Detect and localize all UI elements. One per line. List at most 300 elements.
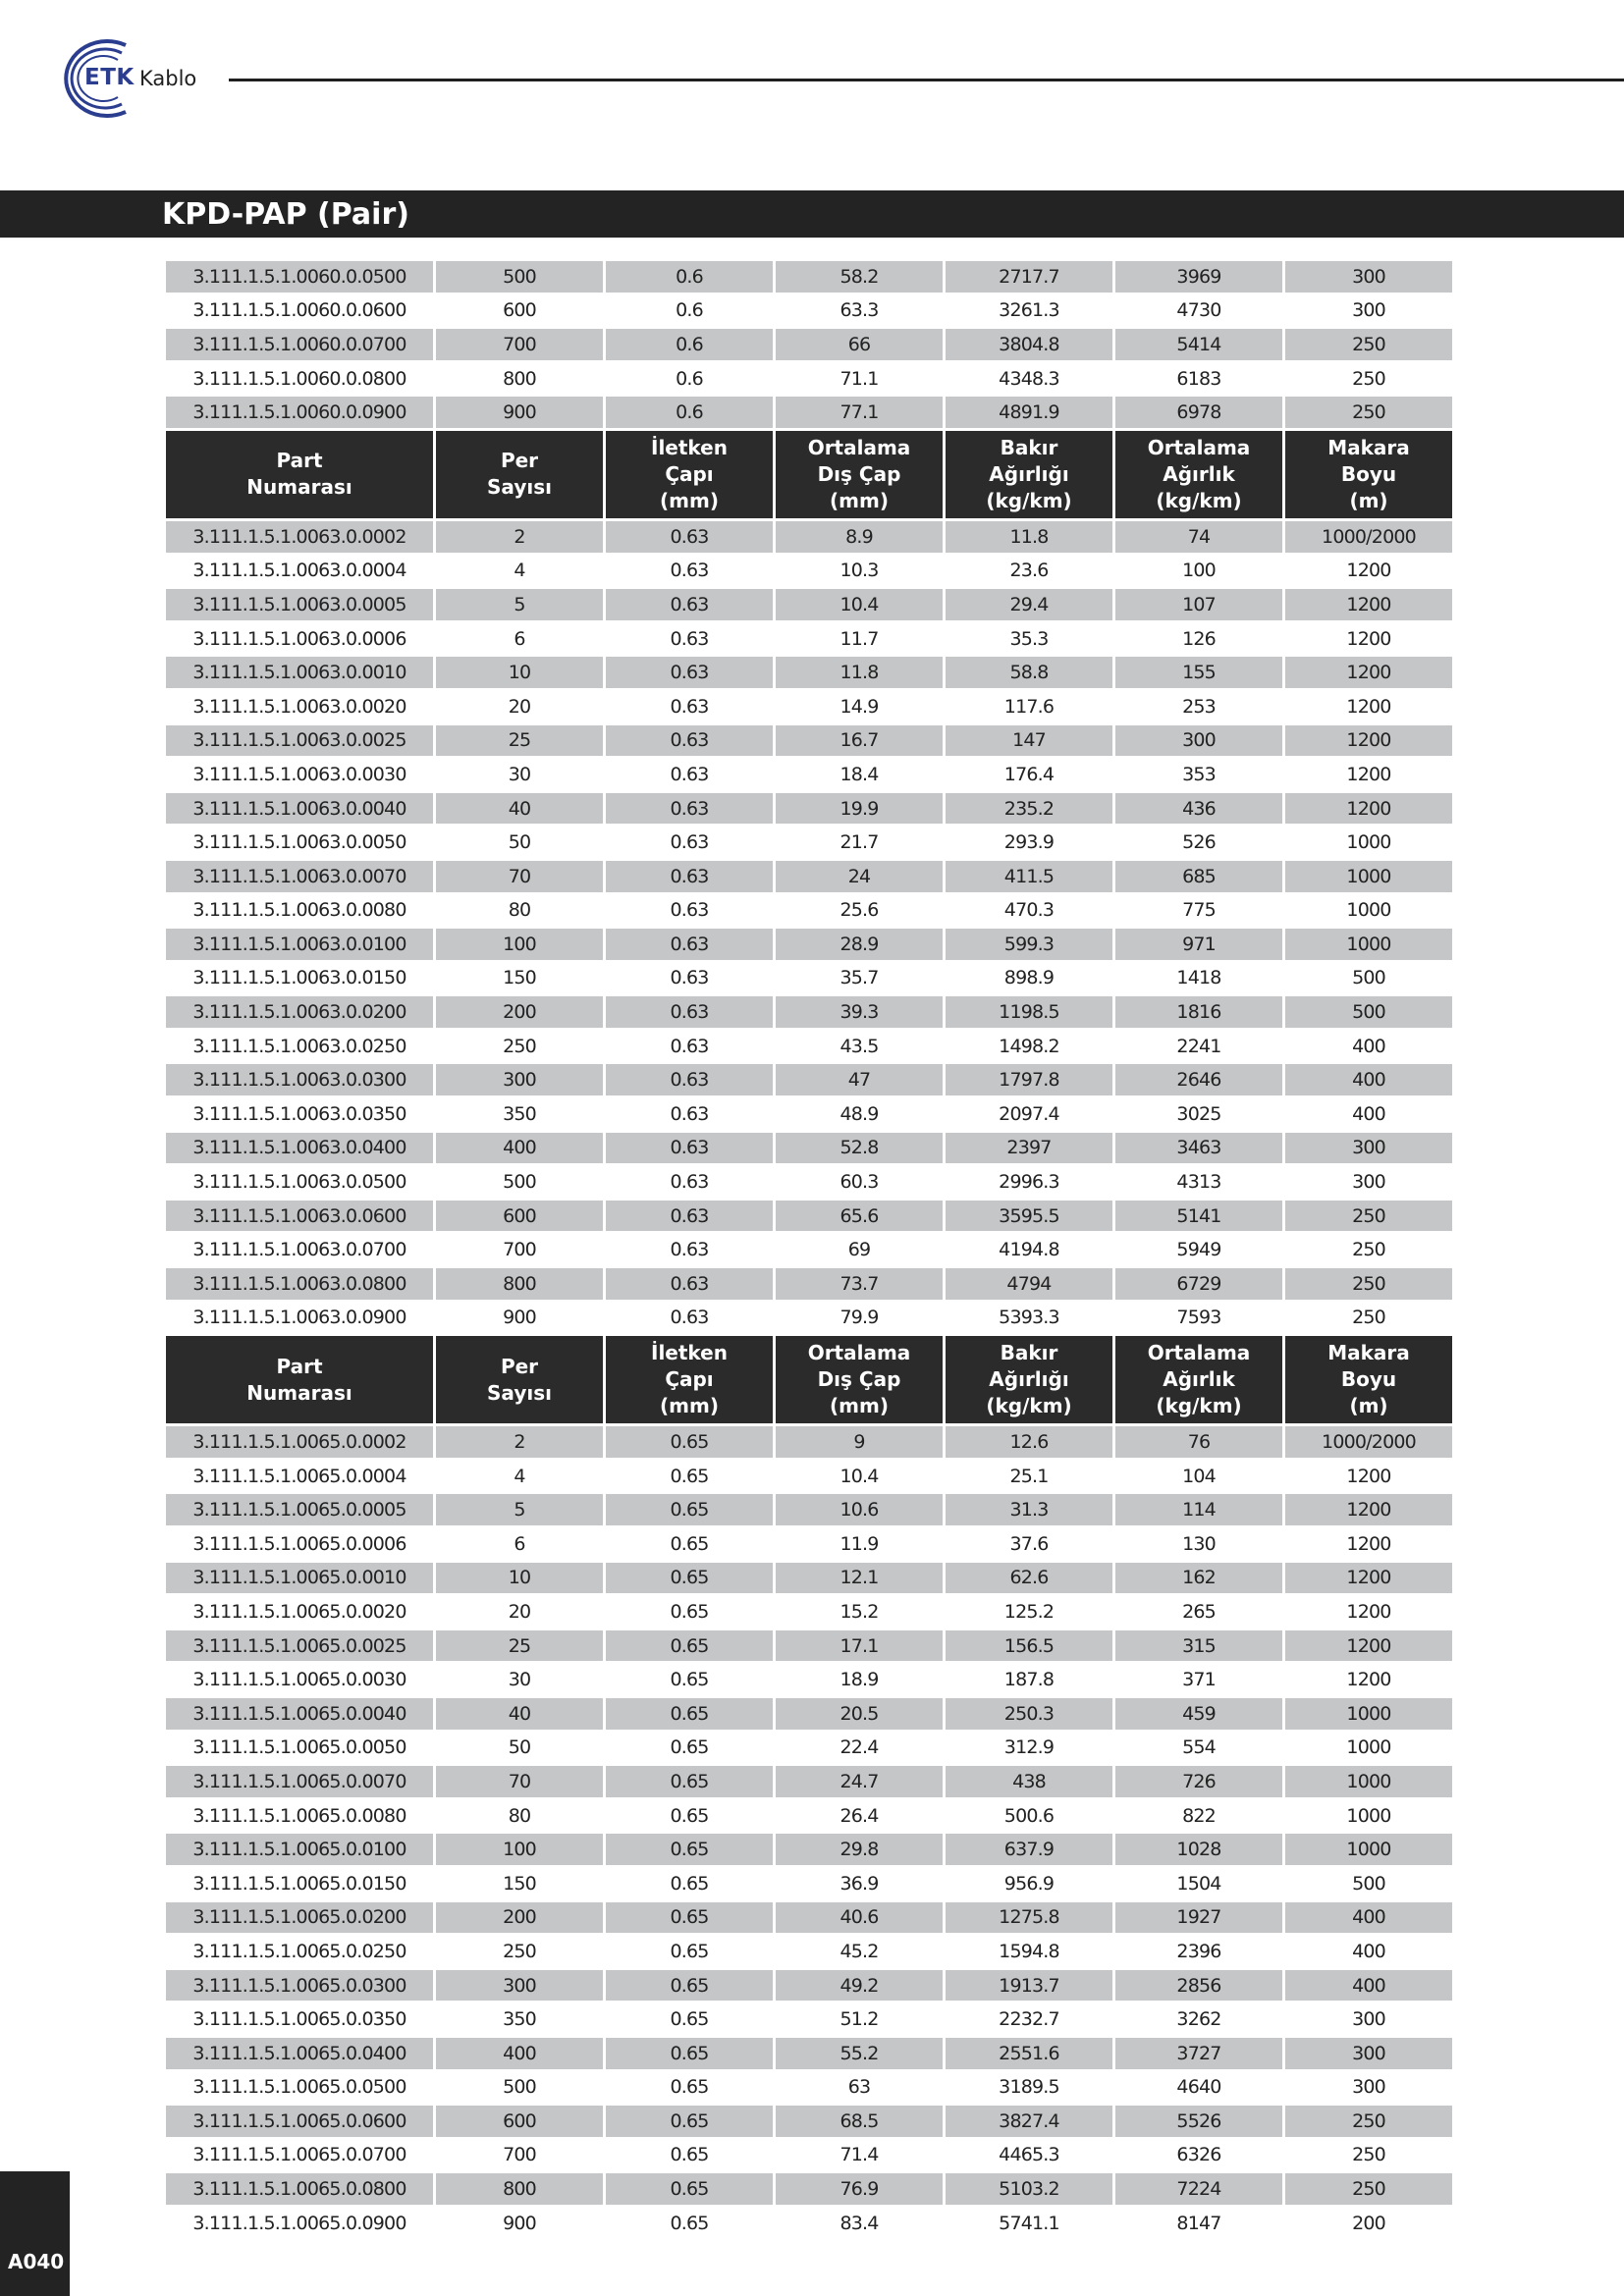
table-row [166,1494,1452,1525]
table-cell: 4313 [1115,1166,1282,1198]
table-cell: 5393.3 [946,1303,1112,1334]
table-cell: 900 [436,1303,603,1334]
table-cell: 147 [946,725,1112,757]
table-cell: 3595.5 [946,1201,1112,1232]
table-cell: 4194.8 [946,1234,1112,1265]
table-cell: 822 [1115,1800,1282,1832]
table-cell: 20.5 [776,1698,943,1730]
table-cell: 0.63 [606,1234,773,1265]
table-cell: 0.65 [606,1766,773,1797]
table-cell: 3.111.1.5.1.0063.0.0500 [166,1166,433,1198]
table-cell: 2097.4 [946,1098,1112,1130]
table-cell: 5949 [1115,1234,1282,1265]
table-cell: 400 [1285,1902,1452,1934]
table-cell: 22.4 [776,1733,943,1764]
table-row [166,295,1452,327]
table-cell: 0.63 [606,963,773,994]
table-cell: 3.111.1.5.1.0065.0.0700 [166,2140,433,2171]
table-cell: 12.6 [946,1426,1112,1458]
table-cell: 526 [1115,827,1282,858]
table-row [166,2140,1452,2171]
table-row [166,589,1452,620]
column-header: Bakır Ağırlığı (kg/km) [946,431,1112,518]
table-cell: 3262 [1115,2003,1282,2035]
column-header: İletken Çapı (mm) [606,431,773,518]
table-cell: 0.63 [606,1303,773,1334]
table-cell: 3.111.1.5.1.0063.0.0002 [166,521,433,553]
table-cell: 8.9 [776,521,943,553]
table-cell: 2 [436,1426,603,1458]
table-cell: 0.63 [606,861,773,892]
table-cell: 1200 [1285,1596,1452,1628]
table-cell: 100 [436,1834,603,1865]
table-cell: 3.111.1.5.1.0063.0.0150 [166,963,433,994]
table-cell: 3.111.1.5.1.0063.0.0005 [166,589,433,620]
table-cell: 4 [436,556,603,587]
table-cell: 1000 [1285,1800,1452,1832]
table-row [166,2208,1452,2239]
table-cell: 250 [436,1031,603,1062]
table-cell: 62.6 [946,1563,1112,1594]
table-cell: 900 [436,2208,603,2239]
table-row [166,1031,1452,1062]
table-cell: 400 [1285,1064,1452,1095]
table-cell: 0.6 [606,397,773,428]
table-cell: 0.65 [606,2140,773,2171]
table-cell: 0.65 [606,1868,773,1899]
table-cell: 1000 [1285,1733,1452,1764]
table-cell: 371 [1115,1664,1282,1695]
table-cell: 25 [436,725,603,757]
table-cell: 1000 [1285,827,1452,858]
table-cell: 6978 [1115,397,1282,428]
table-cell: 700 [436,2140,603,2171]
table-cell: 1200 [1285,1528,1452,1560]
table-cell: 49.2 [776,1970,943,2002]
table-row [166,725,1452,757]
table-cell: 3261.3 [946,295,1112,327]
table-cell: 300 [1285,2038,1452,2069]
column-header: Part Numarası [166,1336,433,1423]
table-cell: 800 [436,363,603,395]
table-cell: 50 [436,1733,603,1764]
column-header: Ortalama Ağırlık (kg/km) [1115,1336,1282,1423]
table-row [166,556,1452,587]
table-cell: 0.65 [606,2038,773,2069]
table-cell: 250.3 [946,1698,1112,1730]
table-cell: 1200 [1285,1494,1452,1525]
table-row [166,861,1452,892]
table-cell: 77.1 [776,397,943,428]
table-cell: 1200 [1285,1563,1452,1594]
table-row [166,1733,1452,1764]
table-cell: 18.9 [776,1664,943,1695]
table-cell: 500 [1285,996,1452,1028]
table-cell: 1200 [1285,725,1452,757]
table-cell: 315 [1115,1630,1282,1662]
table-cell: 6326 [1115,2140,1282,2171]
table-cell: 15.2 [776,1596,943,1628]
table-cell: 0.65 [606,1426,773,1458]
table-cell: 1198.5 [946,996,1112,1028]
table-cell: 1000 [1285,1834,1452,1865]
table-cell: 3.111.1.5.1.0065.0.0150 [166,1868,433,1899]
table-cell: 0.65 [606,1834,773,1865]
table-cell: 0.6 [606,329,773,360]
table-cell: 6 [436,1528,603,1560]
table-cell: 3.111.1.5.1.0063.0.0004 [166,556,433,587]
table-cell: 35.7 [776,963,943,994]
table-cell: 48.9 [776,1098,943,1130]
table-cell: 300 [1285,2003,1452,2035]
column-header: Part Numarası [166,431,433,518]
table-cell: 18.4 [776,759,943,790]
table-cell: 126 [1115,623,1282,655]
table-cell: 20 [436,691,603,722]
table-cell: 3.111.1.5.1.0060.0.0800 [166,363,433,395]
table-cell: 250 [1285,363,1452,395]
table-cell: 250 [1285,2140,1452,2171]
table-cell: 0.65 [606,1461,773,1492]
table-row [166,1201,1452,1232]
table-cell: 70 [436,861,603,892]
table-cell: 4640 [1115,2072,1282,2104]
table-row [166,1268,1452,1300]
table-cell: 19.9 [776,793,943,825]
table-cell: 1200 [1285,793,1452,825]
table-cell: 0.63 [606,827,773,858]
table-cell: 17.1 [776,1630,943,1662]
table-cell: 685 [1115,861,1282,892]
table-row [166,1461,1452,1492]
column-header: Per Sayısı [436,1336,603,1423]
table-cell: 1418 [1115,963,1282,994]
table-cell: 3.111.1.5.1.0060.0.0700 [166,329,433,360]
table-cell: 3.111.1.5.1.0065.0.0350 [166,2003,433,2035]
table-cell: 1200 [1285,623,1452,655]
table-cell: 187.8 [946,1664,1112,1695]
table-cell: 114 [1115,1494,1282,1525]
table-cell: 1028 [1115,1834,1282,1865]
table-cell: 43.5 [776,1031,943,1062]
table-cell: 11.8 [776,657,943,688]
table-cell: 956.9 [946,1868,1112,1899]
table-cell: 2396 [1115,1936,1282,1967]
table-header-row [166,1336,1452,1423]
table-cell: 470.3 [946,895,1112,927]
table-cell: 4730 [1115,295,1282,327]
table-cell: 0.65 [606,1664,773,1695]
table-cell: 400 [1285,1936,1452,1967]
table-cell: 0.65 [606,1698,773,1730]
table-cell: 1000/2000 [1285,1426,1452,1458]
table-cell: 8147 [1115,2208,1282,2239]
table-cell: 500 [436,1166,603,1198]
table-cell: 0.63 [606,623,773,655]
table-cell: 2232.7 [946,2003,1112,2035]
table-cell: 23.6 [946,556,1112,587]
table-cell: 3.111.1.5.1.0065.0.0005 [166,1494,433,1525]
table-cell: 7593 [1115,1303,1282,1334]
table-row [166,1834,1452,1865]
table-cell: 71.1 [776,363,943,395]
table-cell: 350 [436,2003,603,2035]
table-cell: 250 [1285,1201,1452,1232]
column-header: Ortalama Dış Çap (mm) [776,431,943,518]
table-cell: 500 [1285,1868,1452,1899]
table-cell: 1200 [1285,691,1452,722]
table-cell: 1913.7 [946,1970,1112,2002]
table-row [166,1630,1452,1662]
table-cell: 3.111.1.5.1.0065.0.0070 [166,1766,433,1797]
table-cell: 0.65 [606,1630,773,1662]
table-cell: 80 [436,895,603,927]
page-number: A040 [8,2250,65,2273]
table-cell: 1200 [1285,657,1452,688]
table-cell: 162 [1115,1563,1282,1594]
table-row [166,2003,1452,2035]
table-cell: 3.111.1.5.1.0063.0.0025 [166,725,433,757]
table-cell: 400 [436,2038,603,2069]
table-cell: 800 [436,2173,603,2205]
table-row [166,827,1452,858]
table-cell: 79.9 [776,1303,943,1334]
table-cell: 300 [1285,2072,1452,2104]
table-cell: 11.9 [776,1528,943,1560]
table-cell: 500 [1285,963,1452,994]
table-row [166,1902,1452,1934]
table-cell: 3.111.1.5.1.0063.0.0010 [166,657,433,688]
table-cell: 3.111.1.5.1.0065.0.0010 [166,1563,433,1594]
table-cell: 1594.8 [946,1936,1112,1967]
table-cell: 24.7 [776,1766,943,1797]
table-cell: 0.63 [606,521,773,553]
table-cell: 3.111.1.5.1.0065.0.0002 [166,1426,433,1458]
table-cell: 80 [436,1800,603,1832]
table-cell: 30 [436,1664,603,1695]
table-cell: 312.9 [946,1733,1112,1764]
table-cell: 0.65 [606,1733,773,1764]
table-cell: 3.111.1.5.1.0065.0.0800 [166,2173,433,2205]
column-header: Bakır Ağırlığı (kg/km) [946,1336,1112,1423]
table-cell: 2717.7 [946,261,1112,293]
table-cell: 65.6 [776,1201,943,1232]
table-cell: 176.4 [946,759,1112,790]
table-cell: 73.7 [776,1268,943,1300]
table-cell: 3.111.1.5.1.0063.0.0700 [166,1234,433,1265]
table-cell: 3.111.1.5.1.0063.0.0200 [166,996,433,1028]
header-rule [229,79,1624,81]
table-cell: 400 [1285,1098,1452,1130]
table-cell: 117.6 [946,691,1112,722]
table-cell: 2 [436,521,603,553]
table-cell: 58.2 [776,261,943,293]
table-cell: 35.3 [946,623,1112,655]
table-cell: 0.6 [606,363,773,395]
table-cell: 26.4 [776,1800,943,1832]
table-cell: 125.2 [946,1596,1112,1628]
table-row [166,1303,1452,1334]
table-cell: 5 [436,1494,603,1525]
table-cell: 0.65 [606,1494,773,1525]
table-cell: 250 [436,1936,603,1967]
table-row [166,929,1452,960]
table-cell: 11.7 [776,623,943,655]
table-cell: 0.63 [606,1098,773,1130]
table-cell: 3.111.1.5.1.0065.0.0900 [166,2208,433,2239]
logo-brand-kablo: Kablo [139,67,197,90]
table-cell: 0.65 [606,1563,773,1594]
table-cell: 3.111.1.5.1.0065.0.0100 [166,1834,433,1865]
table-cell: 0.63 [606,996,773,1028]
table-cell: 0.65 [606,1800,773,1832]
logo-brand-etk: ETK [84,65,135,90]
table-cell: 1200 [1285,1461,1452,1492]
table-cell: 3969 [1115,261,1282,293]
table-row [166,1936,1452,1967]
table-cell: 250 [1285,329,1452,360]
table-cell: 29.8 [776,1834,943,1865]
table-cell: 36.9 [776,1868,943,1899]
table-cell: 76.9 [776,2173,943,2205]
table-cell: 500 [436,2072,603,2104]
table-row [166,657,1452,688]
table-cell: 4 [436,1461,603,1492]
table-cell: 28.9 [776,929,943,960]
table-cell: 155 [1115,657,1282,688]
table-cell: 3.111.1.5.1.0063.0.0070 [166,861,433,892]
table-cell: 0.65 [606,2072,773,2104]
table-row [166,1064,1452,1095]
table-row [166,1133,1452,1164]
table-cell: 0.63 [606,929,773,960]
table-cell: 3.111.1.5.1.0063.0.0050 [166,827,433,858]
table-cell: 300 [1285,1133,1452,1164]
table-row [166,261,1452,293]
table-cell: 775 [1115,895,1282,927]
table-cell: 2856 [1115,1970,1282,2002]
table-cell: 100 [436,929,603,960]
table-cell: 3.111.1.5.1.0065.0.0025 [166,1630,433,1662]
table-row [166,2173,1452,2205]
table-cell: 3.111.1.5.1.0063.0.0080 [166,895,433,927]
table-cell: 3.111.1.5.1.0065.0.0600 [166,2106,433,2137]
table-row [166,895,1452,927]
table-cell: 3.111.1.5.1.0063.0.0400 [166,1133,433,1164]
table-cell: 1498.2 [946,1031,1112,1062]
table-cell: 25.1 [946,1461,1112,1492]
table-cell: 3.111.1.5.1.0063.0.0300 [166,1064,433,1095]
table-cell: 3.111.1.5.1.0065.0.0020 [166,1596,433,1628]
table-cell: 400 [1285,1031,1452,1062]
table-cell: 51.2 [776,2003,943,2035]
table-cell: 1000 [1285,895,1452,927]
table-cell: 0.63 [606,1268,773,1300]
table-row [166,1596,1452,1628]
table-cell: 700 [436,1234,603,1265]
table-cell: 3.111.1.5.1.0065.0.0006 [166,1528,433,1560]
table-cell: 0.63 [606,725,773,757]
table-cell: 300 [1285,295,1452,327]
table-cell: 31.3 [946,1494,1112,1525]
table-cell: 10.3 [776,556,943,587]
table-cell: 100 [1115,556,1282,587]
table-row [166,1664,1452,1695]
table-row [166,1166,1452,1198]
table-cell: 554 [1115,1733,1282,1764]
table-cell: 436 [1115,793,1282,825]
table-cell: 39.3 [776,996,943,1028]
table-cell: 3025 [1115,1098,1282,1130]
table-cell: 3.111.1.5.1.0065.0.0300 [166,1970,433,2002]
table-row [166,1970,1452,2002]
column-header: İletken Çapı (mm) [606,1336,773,1423]
table-cell: 0.65 [606,1970,773,2002]
table-cell: 10.6 [776,1494,943,1525]
table-cell: 0.63 [606,556,773,587]
table-cell: 898.9 [946,963,1112,994]
table-cell: 200 [436,1902,603,1934]
table-cell: 3.111.1.5.1.0065.0.0050 [166,1733,433,1764]
table-cell: 253 [1115,691,1282,722]
table-cell: 3.111.1.5.1.0065.0.0040 [166,1698,433,1730]
table-cell: 3727 [1115,2038,1282,2069]
table-cell: 0.63 [606,1201,773,1232]
table-cell: 971 [1115,929,1282,960]
table-cell: 25 [436,1630,603,1662]
table-cell: 0.65 [606,1596,773,1628]
table-cell: 3804.8 [946,329,1112,360]
table-cell: 1275.8 [946,1902,1112,1934]
table-cell: 250 [1285,1303,1452,1334]
table-cell: 0.65 [606,1528,773,1560]
table-cell: 0.63 [606,895,773,927]
table-cell: 4891.9 [946,397,1112,428]
table-cell: 107 [1115,589,1282,620]
table-cell: 63 [776,2072,943,2104]
table-row [166,1800,1452,1832]
table-cell: 40 [436,793,603,825]
table-cell: 0.6 [606,261,773,293]
table-cell: 66 [776,329,943,360]
table-cell: 30 [436,759,603,790]
table-row [166,329,1452,360]
table-cell: 63.3 [776,295,943,327]
table-cell: 350 [436,1098,603,1130]
table-cell: 68.5 [776,2106,943,2137]
table-cell: 1200 [1285,1664,1452,1695]
table-cell: 1200 [1285,556,1452,587]
table-cell: 16.7 [776,725,943,757]
table-cell: 411.5 [946,861,1112,892]
table-cell: 1000 [1285,929,1452,960]
table-cell: 3.111.1.5.1.0065.0.0400 [166,2038,433,2069]
table-cell: 83.4 [776,2208,943,2239]
table-cell: 500 [436,261,603,293]
table-cell: 250 [1285,397,1452,428]
table-cell: 76 [1115,1426,1282,1458]
table-cell: 0.65 [606,1902,773,1934]
table-cell: 58.8 [946,657,1112,688]
table-cell: 0.65 [606,2208,773,2239]
table-cell: 438 [946,1766,1112,1797]
table-cell: 3.111.1.5.1.0065.0.0250 [166,1936,433,1967]
table-cell: 6 [436,623,603,655]
table-cell: 3.111.1.5.1.0063.0.0800 [166,1268,433,1300]
table-cell: 1816 [1115,996,1282,1028]
table-cell: 0.63 [606,793,773,825]
table-cell: 40 [436,1698,603,1730]
